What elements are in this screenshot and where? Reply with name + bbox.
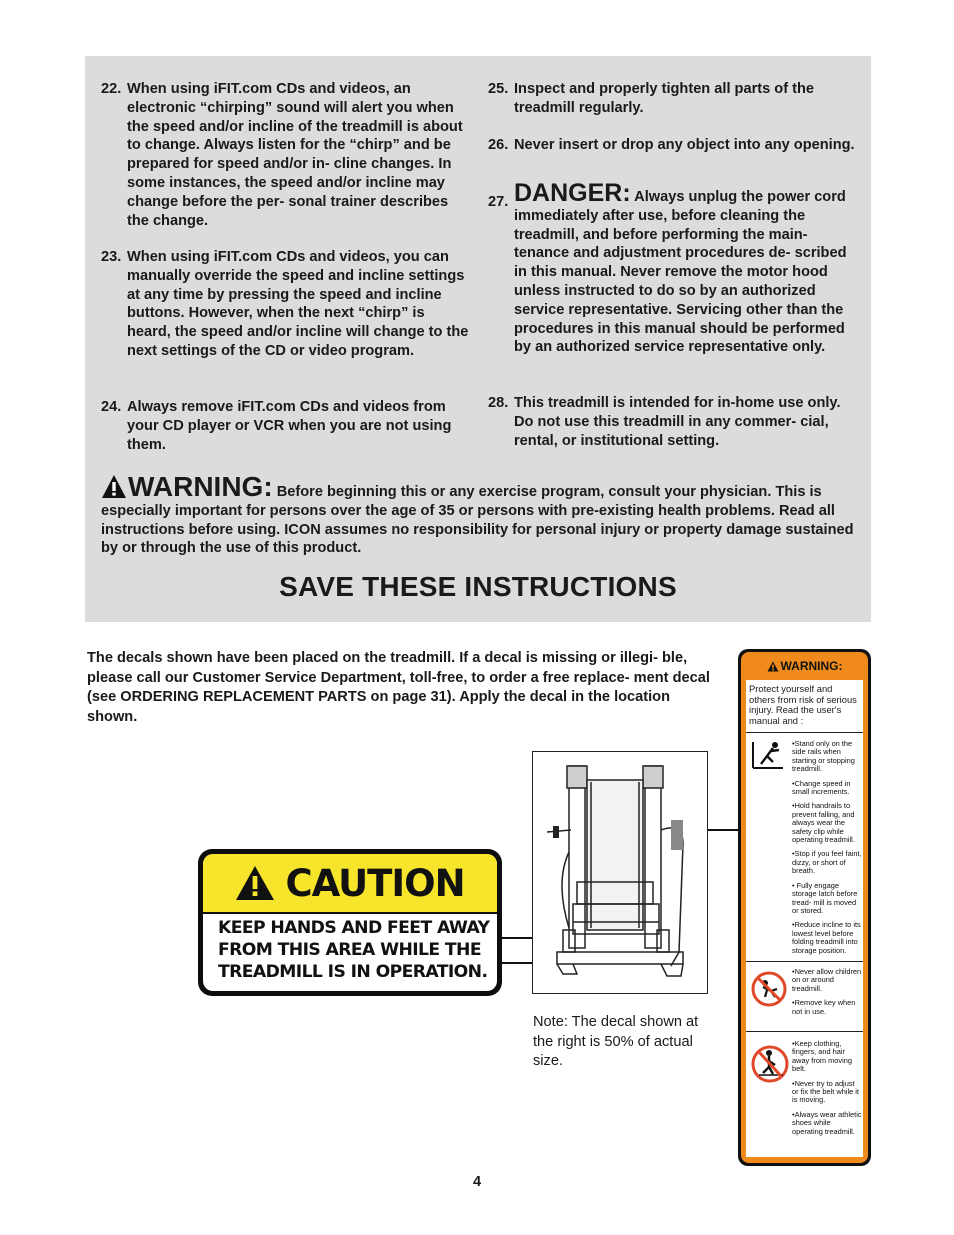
caution-decal — [198, 849, 502, 996]
decal-bullet: •Stop if you feel faint, dizzy, or short of breath. — [792, 849, 862, 876]
safety-item-28: 28. This treadmill is intended for in-home use only. Do not use this treadmill in any commer- cial, rental, or institutional setting. — [488, 395, 841, 449]
decal-size-note: Note: The decal shown at the right is 50% of actual size. — [533, 1014, 699, 1069]
decal-bullet: •Remove key when not in use. — [792, 998, 856, 1016]
decal-bullet: •Stand only on the side rails when starting or stopping treadmill. — [792, 739, 855, 774]
no-hands-belt-icon — [751, 1043, 789, 1085]
decal-warning-title: WARNING: — [780, 659, 843, 673]
warning-triangle-icon — [235, 865, 275, 901]
decal-bullets-group1 — [792, 740, 862, 961]
safety-item-27: 27. DANGER: Always unplug the power cord immediately after use, before cleaning the treadmill, and before performing the main- tenance and adjustment procedures de- scribed in this manual. Never remove the motor hood unless instructed to do so by an authorized service representative. Servicing other than the procedures in this manual should be performed by an authorized service representative only. — [488, 179, 847, 356]
save-instructions-title: SAVE THESE INSTRUCTIONS — [279, 571, 677, 602]
decal-bullet: •Change speed in small increments. — [792, 778, 851, 797]
safety-item-25: 25. Inspect and properly tighten all parts of the treadmill regularly. — [488, 81, 815, 116]
decal-bullet: •Always wear athletic shoes while operating treadmill. — [792, 1109, 862, 1136]
warning-triangle-icon — [767, 661, 779, 672]
decal-divider — [746, 732, 863, 733]
decal-divider — [746, 1031, 863, 1032]
safety-item-23: 23. When using iFIT.com CDs and videos, you can manually override the speed and incline settings at any time by pressing the speed and incline buttons. However, when the next “chirp” is heard, the speed and/or incline will change to the next settings of the CD or video program. — [101, 249, 469, 359]
safety-item-24: 24. Always remove iFIT.com CDs and videos from your CD player or VCR when you are not using them. — [101, 399, 452, 453]
warning-text: Before beginning this or any exercise program, consult your physician. This is especially important for persons over the age of 35 or persons with pre-existing health problems. Read all instructions before using. ICON assumes no responsibility for personal injury or property damage sustained by or through the use of this product. — [101, 484, 854, 557]
decal-intro-text: Protect yourself and others from risk of serious injury. Read the user's manual and : — [749, 683, 857, 726]
safety-item-26: 26. Never insert or drop any object into any opening. — [488, 137, 855, 153]
treadmill-icon — [533, 752, 707, 993]
decal-bullets-group2 — [792, 968, 862, 1022]
warning-triangle-icon — [101, 474, 127, 499]
safety-item-22: 22. When using iFIT.com CDs and videos, an electronic “chirping” sound will alert you when the speed and/or incline of the treadmill is about to change. Always listen for the “chirp” and be prepared for speed and/or in- cline changes. In some instances, the speed and/or incline may change before the per- sonal trainer describes the change. — [101, 81, 463, 229]
no-children-icon — [751, 971, 787, 1007]
person-stepping-icon — [751, 740, 785, 770]
warning-paragraph — [101, 471, 861, 558]
treadmill-illustration — [532, 751, 708, 994]
danger-text: Always unplug the power cord immediately after use, before cleaning the treadmill, and before performing the main- tenance and adjustment procedures de- scribed in this manual. Never remove the motor hood unless instructed to do so by an authorized service representative. Servicing other than the procedures in this manual should be performed by an authorized service representative only. — [514, 189, 847, 356]
decal-bullet: •Reduce incline to its lowest level before folding treadmill into storage position. — [792, 920, 861, 955]
decal-bullet: • Fully engage storage latch before tread- mill is moved or stored. — [792, 880, 858, 915]
decals-intro: The decals shown have been placed on the treadmill. If a decal is missing or illegi- ble, please call our Customer Service Department, toll-free, to order a free replace- ment decal (see ORDERING REPLACEMENT PARTS on page 31). Apply the decal in the location shown. — [87, 650, 710, 725]
decal-bullet: •Hold handrails to prevent falling, and always wear the safety clip while operating treadmill. — [792, 801, 855, 845]
warning-decal — [738, 649, 871, 1166]
decal-bullet: •Never try to adjust or fix the belt while it is moving. — [792, 1078, 859, 1105]
caution-text: KEEP HANDS AND FEET AWAY FROM THIS AREA WHILE THE TREADMILL IS IN OPERATION. — [218, 918, 490, 982]
warning-label: WARNING: — [128, 471, 273, 502]
decal-divider — [746, 961, 863, 962]
decal-bullet: •Never allow children on or around treadmill. — [792, 967, 862, 993]
decal-bullet: •Keep clothing, fingers, and hair away from moving belt. — [792, 1039, 852, 1074]
decal-bullets-group3 — [792, 1040, 862, 1142]
page-number: 4 — [472, 1174, 482, 1190]
caution-title: CAUTION — [285, 861, 465, 905]
danger-label: DANGER: — [514, 179, 631, 207]
